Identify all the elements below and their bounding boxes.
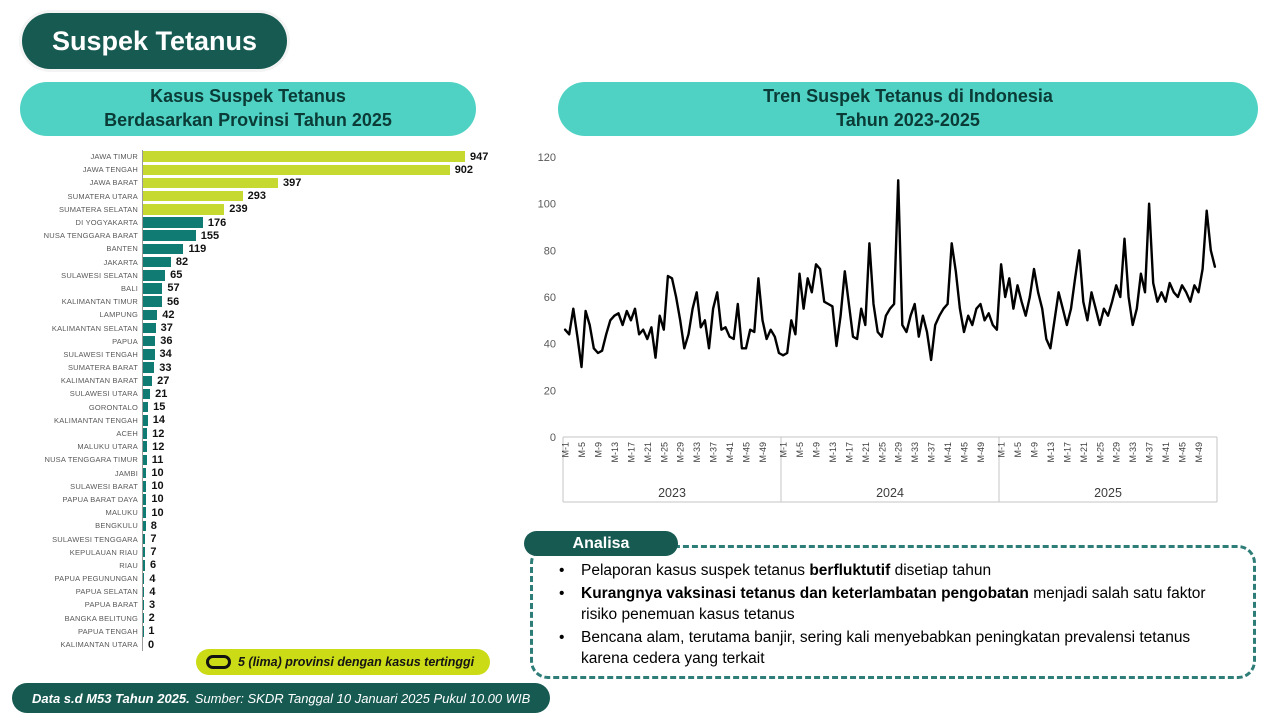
x-axis-tick-label: M-21 [642, 442, 653, 463]
x-axis-tick-label: M-9 [1029, 442, 1040, 458]
bar-row [24, 269, 502, 282]
x-axis-tick-label: M-45 [1177, 442, 1188, 463]
bar-chart-title-line1: Kasus Suspek Tetanus [150, 86, 346, 107]
bar-row [24, 572, 502, 585]
province-label: LAMPUNG [99, 310, 138, 320]
x-axis-tick-label: M-37 [926, 442, 937, 463]
analysis-header-label: Analisa [572, 534, 630, 552]
bar-track [142, 282, 502, 295]
y-axis-tick-label: 60 [543, 292, 556, 304]
bar-row [24, 361, 502, 374]
province-label: NUSA TENGGARA TIMUR [44, 455, 138, 465]
line-chart-header [558, 82, 1258, 136]
province-label: KALIMANTAN TENGAH [54, 415, 138, 425]
province-label: KALIMANTAN TIMUR [61, 297, 138, 307]
bar-track [142, 480, 502, 493]
province-value: 12 [152, 440, 165, 453]
y-axis-tick-label: 100 [537, 198, 556, 211]
bar-chart-header [20, 82, 476, 136]
province-value: 21 [155, 387, 168, 400]
x-axis-tick-label: M-25 [877, 442, 888, 463]
province-label: NUSA TENGGARA BARAT [43, 231, 138, 241]
bar-row [24, 308, 502, 321]
top5-legend [196, 649, 490, 675]
bar-row [24, 203, 502, 216]
bar-row [24, 585, 502, 598]
province-bar [143, 283, 162, 294]
x-axis-tick-label: M-49 [758, 442, 768, 463]
province-value: 10 [151, 480, 164, 493]
x-axis-tick-label: M-17 [844, 442, 855, 463]
province-label: KEPULAUAN RIAU [69, 547, 138, 557]
year-label: 2025 [1094, 486, 1122, 500]
bar-chart-title-line2: Berdasarkan Provinsi Tahun 2025 [104, 110, 392, 130]
bar-track [142, 308, 502, 321]
bar-row [24, 387, 502, 400]
province-label: PAPUA PEGUNUNGAN [54, 574, 138, 584]
bar-track [142, 506, 502, 519]
bar-track [142, 256, 502, 269]
data-source-footer [12, 683, 550, 713]
province-bar [143, 600, 144, 611]
x-axis-tick-label: M-45 [741, 442, 752, 463]
province-bar [143, 534, 145, 545]
bar-row [24, 163, 502, 176]
bar-row [24, 480, 502, 493]
province-value: 4 [149, 572, 156, 585]
bar-track [142, 321, 502, 334]
analysis-bullet: • Kurangnya vaksinasi tetanus dan keterlambatan pengobatan menjadi salah satu faktor risiko penemuan kasus tetanus [555, 583, 1237, 625]
province-value: 8 [150, 519, 157, 532]
x-axis-tick-label: M-33 [692, 442, 703, 463]
bar-row [24, 321, 502, 334]
bar-track [142, 203, 502, 216]
province-value: 7 [150, 533, 157, 546]
bar-track [142, 414, 502, 427]
province-label: SUMATERA BARAT [67, 363, 138, 373]
x-axis-tick-label: M-21 [1078, 442, 1089, 463]
province-label: BANTEN [106, 244, 138, 254]
bar-row [24, 190, 502, 203]
province-value: 82 [175, 256, 189, 269]
bar-row [24, 506, 502, 519]
province-value: 56 [167, 295, 180, 308]
province-bar [143, 165, 450, 176]
bar-track [142, 612, 502, 625]
province-value: 37 [160, 322, 173, 335]
bar-track [142, 295, 502, 308]
province-value: 6 [150, 559, 157, 572]
bar-track [142, 559, 502, 572]
province-bar [143, 415, 148, 426]
province-value: 4 [149, 585, 156, 598]
province-label: JAWA BARAT [89, 178, 138, 188]
x-axis-tick-label: M-1 [996, 442, 1007, 458]
province-label: BANGKA BELITUNG [64, 613, 138, 623]
x-axis-tick-label: M-25 [1095, 442, 1106, 463]
bar-row [24, 427, 502, 440]
province-label: MALUKU UTARA [77, 442, 138, 452]
province-label: KALIMANTAN BARAT [60, 376, 138, 386]
bar-track [142, 453, 502, 466]
province-bar [143, 270, 165, 281]
bar-track [142, 440, 502, 453]
province-value: 57 [167, 282, 180, 295]
bar-row [24, 532, 502, 545]
analysis-bullet: • Pelaporan kasus suspek tetanus berfluktutif disetiap tahun [555, 560, 1237, 581]
bar-track [142, 467, 502, 480]
province-label: DI YOGYAKARTA [75, 218, 138, 228]
province-bar [143, 349, 155, 360]
analysis-header [524, 531, 678, 556]
trend-line-chart [528, 140, 1260, 512]
x-axis-tick-label: M-13 [609, 442, 620, 463]
bar-track [142, 625, 502, 638]
analysis-box [530, 545, 1256, 679]
x-axis-tick-label: M-41 [725, 442, 736, 463]
x-axis-tick-label: M-37 [1144, 442, 1155, 463]
province-bar [143, 402, 148, 413]
trend-line [565, 180, 1215, 367]
province-label: KALIMANTAN SELATAN [51, 323, 138, 333]
y-axis-tick-label: 120 [537, 152, 556, 164]
province-label: PAPUA BARAT DAYA [62, 494, 138, 504]
province-label: MALUKU [105, 508, 138, 518]
x-axis-tick-label: M-25 [659, 442, 670, 463]
province-value: 902 [454, 163, 474, 176]
x-axis-tick-label: M-5 [795, 442, 805, 458]
bar-track [142, 150, 502, 163]
bar-row [24, 282, 502, 295]
province-value: 12 [152, 427, 165, 440]
province-bar [143, 244, 183, 255]
province-value: 3 [149, 598, 156, 611]
bar-row [24, 546, 502, 559]
x-axis-tick-label: M-9 [811, 442, 822, 458]
x-axis-tick-label: M-29 [893, 442, 904, 463]
x-axis-tick-label: M-37 [708, 442, 719, 463]
province-value: 397 [282, 176, 302, 189]
bar-row [24, 493, 502, 506]
bar-row [24, 453, 502, 466]
province-value: 155 [200, 229, 220, 242]
province-bar [143, 468, 146, 479]
province-label: PAPUA TENGAH [77, 626, 138, 636]
legend-label: 5 (lima) provinsi dengan kasus tertinggi [238, 655, 475, 669]
province-bar [143, 560, 145, 571]
x-axis-tick-label: M-33 [1128, 442, 1139, 463]
bar-track [142, 387, 502, 400]
province-label: RIAU [119, 560, 138, 570]
province-label: SULAWESI SELATAN [61, 270, 138, 280]
x-axis-tick-label: M-29 [675, 442, 686, 463]
bar-track [142, 585, 502, 598]
province-bar [143, 323, 156, 334]
province-value: 239 [229, 203, 248, 216]
x-axis-tick-label: M-21 [860, 442, 871, 463]
province-value: 65 [170, 269, 183, 282]
x-axis-tick-label: M-17 [626, 442, 637, 463]
footer-source: Sumber: SKDR Tanggal 10 Januari 2025 Pukul 10.00 WIB [194, 690, 531, 706]
bar-track [142, 374, 502, 387]
bar-row [24, 374, 502, 387]
page-title-text: Suspek Tetanus [52, 25, 258, 56]
bar-row [24, 216, 502, 229]
province-value: 1 [148, 625, 155, 638]
province-value: 10 [151, 506, 164, 519]
province-value: 10 [151, 467, 164, 480]
page-title [22, 13, 287, 69]
province-bar [143, 376, 152, 387]
x-axis-tick-label: M-33 [910, 442, 921, 463]
province-value: 27 [157, 374, 170, 387]
province-label: JAMBI [114, 468, 138, 478]
province-value: 10 [151, 493, 164, 506]
bar-row [24, 559, 502, 572]
x-axis-tick-label: M-13 [827, 442, 838, 463]
province-bar [143, 587, 144, 598]
line-chart-title-line2: Tahun 2023-2025 [836, 110, 980, 130]
province-value: 293 [247, 190, 266, 203]
province-value: 33 [159, 361, 172, 374]
bar-row [24, 348, 502, 361]
x-axis-tick-label: M-5 [1013, 442, 1023, 458]
bar-row [24, 242, 502, 255]
province-label: SULAWESI UTARA [69, 389, 138, 399]
year-label: 2023 [658, 486, 686, 500]
province-label: GORONTALO [88, 402, 138, 412]
province-bar [143, 455, 147, 466]
province-bar [143, 191, 243, 202]
bar-row [24, 519, 502, 532]
province-value: 0 [148, 638, 155, 651]
bar-track [142, 163, 502, 176]
line-chart-title-line1: Tren Suspek Tetanus di Indonesia [763, 86, 1053, 107]
province-label: PAPUA [112, 336, 138, 346]
province-value: 2 [148, 612, 155, 625]
province-value: 119 [188, 242, 207, 255]
province-label: JAKARTA [103, 257, 138, 267]
bar-row [24, 295, 502, 308]
province-bar [143, 547, 145, 558]
bar-track [142, 242, 502, 255]
y-axis-tick-label: 80 [543, 245, 556, 258]
bar-track [142, 546, 502, 559]
province-label: SULAWESI TENGGARA [52, 534, 138, 544]
province-bar [143, 204, 224, 215]
province-value: 14 [152, 414, 165, 427]
bar-row [24, 414, 502, 427]
bar-row [24, 150, 502, 163]
y-axis-tick-label: 20 [543, 385, 556, 398]
bar-track [142, 361, 502, 374]
x-axis-tick-label: M-17 [1062, 442, 1073, 463]
bar-track [142, 216, 502, 229]
bar-track [142, 190, 502, 203]
province-bar [143, 428, 147, 439]
x-axis-tick-label: M-9 [593, 442, 604, 458]
province-label: PAPUA SELATAN [75, 587, 138, 597]
province-bar [143, 310, 157, 321]
x-axis-tick-label: M-41 [943, 442, 954, 463]
province-value: 176 [207, 216, 227, 229]
x-axis-tick-label: M-49 [1194, 442, 1204, 463]
analysis-bullet: • Bencana alam, terutama banjir, sering kali menyebabkan peningkatan prevalensi tetanus karena cedera yang terkait [555, 627, 1237, 669]
province-label: SUMATERA UTARA [67, 191, 138, 201]
province-value: 34 [159, 348, 172, 361]
bar-row [24, 401, 502, 414]
province-value: 42 [162, 308, 175, 321]
y-axis-tick-label: 40 [543, 338, 556, 351]
bar-row [24, 612, 502, 625]
analysis-bullet-list [555, 560, 1237, 669]
x-axis-tick-label: M-5 [577, 442, 587, 458]
bar-track [142, 519, 502, 532]
province-label: SUMATERA SELATAN [58, 204, 138, 214]
province-bar [143, 230, 196, 241]
province-bar [143, 296, 162, 307]
y-axis-tick-label: 0 [549, 432, 556, 444]
footer-data-through: Data s.d M53 Tahun 2025. [32, 690, 190, 706]
bar-row [24, 625, 502, 638]
bar-track [142, 348, 502, 361]
bar-track [142, 598, 502, 611]
province-label: PAPUA BARAT [84, 600, 138, 610]
bar-track [142, 401, 502, 414]
bar-row [24, 335, 502, 348]
x-axis-tick-label: M-45 [959, 442, 970, 463]
province-label: JAWA TENGAH [82, 165, 138, 175]
bar-track [142, 493, 502, 506]
x-axis-tick-label: M-13 [1045, 442, 1056, 463]
province-bar [143, 613, 144, 624]
bar-track [142, 427, 502, 440]
bar-track [142, 335, 502, 348]
highlight-outline-icon [206, 655, 231, 669]
bar-row [24, 440, 502, 453]
bar-track [142, 572, 502, 585]
province-value: 11 [151, 453, 164, 466]
x-axis-tick-label: M-29 [1111, 442, 1122, 463]
province-value: 36 [160, 335, 173, 348]
province-bar [143, 151, 465, 162]
province-bar [143, 336, 155, 347]
x-axis-tick-label: M-1 [778, 442, 789, 458]
province-value: 7 [150, 546, 157, 559]
province-bar [143, 178, 278, 189]
x-axis-tick-label: M-49 [976, 442, 986, 463]
province-bar [143, 507, 146, 518]
bar-row [24, 256, 502, 269]
bar-track [142, 176, 502, 189]
year-label: 2024 [876, 486, 904, 500]
bar-track [142, 229, 502, 242]
province-value: 15 [153, 401, 166, 414]
province-label: SULAWESI TENGAH [63, 349, 138, 359]
province-bar-chart [24, 150, 502, 651]
province-bar [143, 217, 203, 228]
province-value: 947 [470, 150, 489, 163]
province-label: BALI [120, 283, 138, 293]
province-label: ACEH [116, 429, 138, 439]
bar-track [142, 532, 502, 545]
province-bar [143, 257, 171, 268]
bar-row [24, 467, 502, 480]
bar-row [24, 229, 502, 242]
province-bar [143, 521, 146, 532]
province-label: KALIMANTAN UTARA [60, 640, 138, 650]
province-bar [143, 441, 147, 452]
bar-track [142, 269, 502, 282]
province-bar [143, 362, 154, 373]
bar-row [24, 176, 502, 189]
province-label: JAWA TIMUR [90, 152, 138, 162]
province-label: SULAWESI BARAT [70, 481, 138, 491]
x-axis-tick-label: M-1 [560, 442, 571, 458]
bar-row [24, 598, 502, 611]
province-label: BENGKULU [95, 521, 138, 531]
province-bar [143, 494, 146, 505]
province-bar [143, 389, 150, 400]
province-bar [143, 573, 144, 584]
x-axis-tick-label: M-41 [1161, 442, 1172, 463]
province-bar [143, 481, 146, 492]
